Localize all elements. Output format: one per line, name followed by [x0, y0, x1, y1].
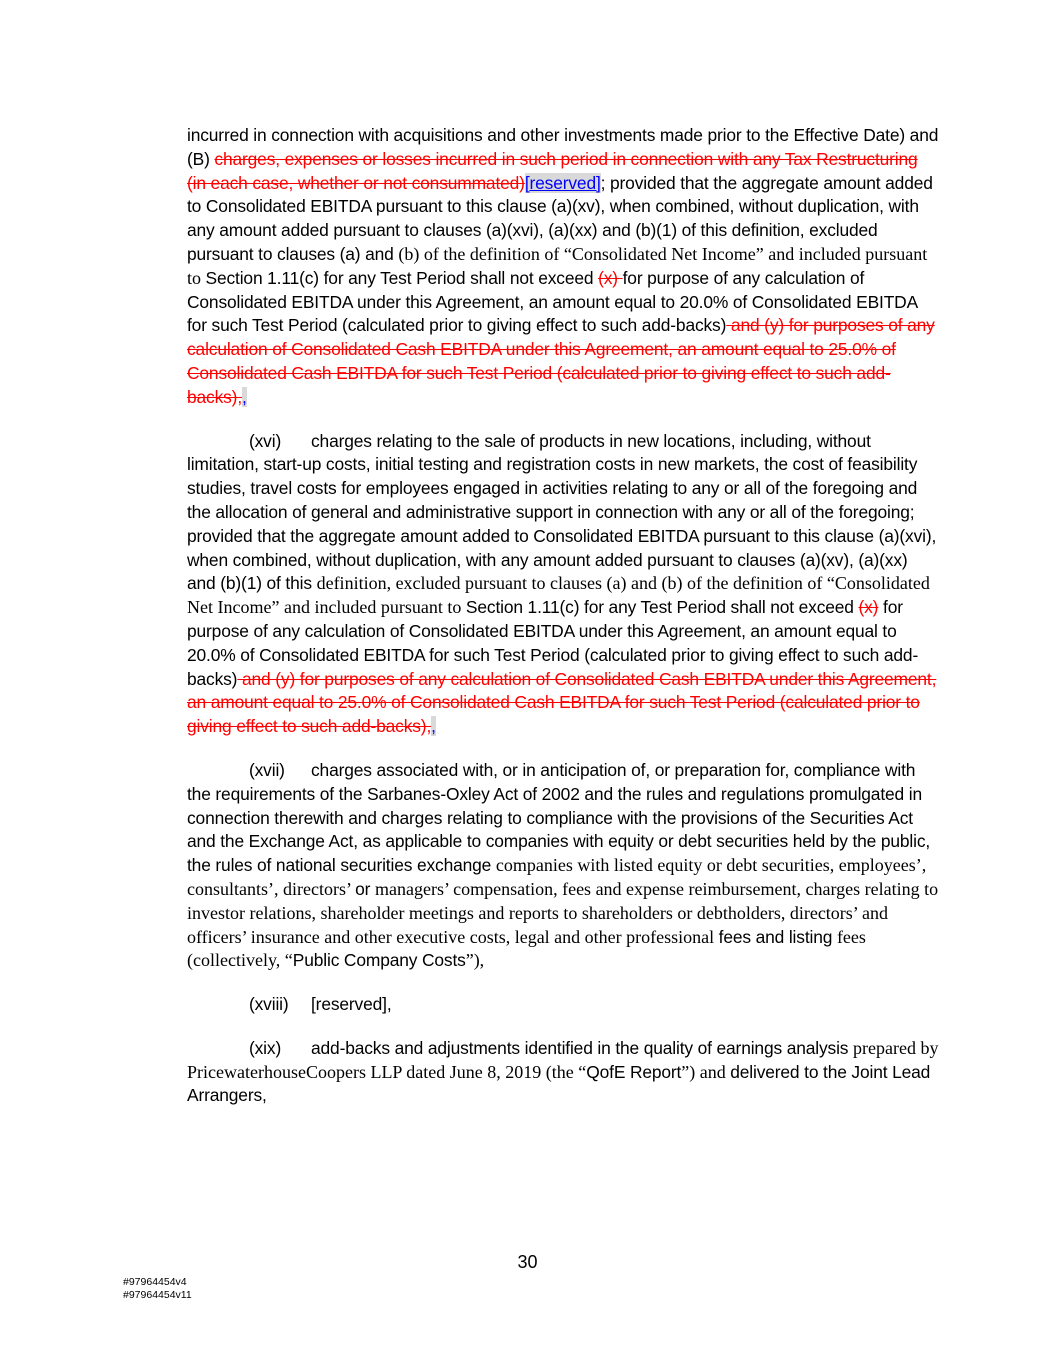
page-number: 30 — [517, 1252, 538, 1272]
text-run: for purpose of any calculation of Consolidated EBITDA under this Agreement, an amount equal to 20.0% of Consolidated EBITDA for such Test Period (calculated prior to giving effect to such add-backs) — [187, 267, 918, 336]
text-run: add-backs and adjustments identified in the quality of earnings analysis — [311, 1037, 854, 1058]
text-run: [reserved], — [311, 994, 392, 1015]
paragraph-xvi — [187, 430, 939, 739]
text-run: ”), — [465, 950, 485, 971]
clause-label: (xvi) — [249, 430, 282, 451]
inserted-text: [reserved] — [524, 172, 601, 193]
document-body — [187, 124, 939, 1128]
deleted-text: (x) — [858, 597, 879, 618]
text-run: charges relating to the sale of products in new locations, including, without limitation, start-up costs, initial testing and registration costs in new markets, the cost of feasibility studies, travel costs for employees engaged in activities relating to any or all of the foregoing and the allocation of general and administrative support in connection with any or all of the foregoing; provided that the aggregate amount added to Consolidated EBITDA pursuant to this clause (a)(xvi), when combined, without duplication, with any amount added pursuant to clauses (a)(xv), (a)(xx) and (b)(1) of this — [187, 430, 937, 594]
clause-label: (xviii) — [249, 994, 289, 1015]
text-run: charges associated with, or in anticipation of, or preparation for, compliance with the requirements of the Sarbanes-Oxley Act of 2002 and the rules and regulations promulgated in connection therewith and charges relating to compliance with the provisions of the Securities Act and the Exchange Act, as applicable to companies with equity or debt securities held by the public, the rules of national securities exchange — [187, 759, 931, 876]
defined-term: Public Company Costs — [292, 950, 466, 971]
text-run: or — [355, 878, 375, 899]
text-run: ; provided that the aggregate amount added to Consolidated EBITDA pursuant to this clause (a)(xv), when combined, without duplication, with any amount added pursuant to clauses (a)(xvi), (a)(xx) and (b)(1) of this definition, excluded pursuant to clauses (a) and — [187, 172, 933, 264]
doc-id: #97964454v4 — [123, 1276, 187, 1288]
paragraph-xvii — [187, 759, 939, 973]
paragraph-xv-continued — [187, 124, 939, 410]
doc-id: #97964454v11 — [123, 1289, 192, 1301]
text-run: companies with listed equity or debt securities, employees’, consultants’, directors’ — [187, 855, 927, 899]
text-run: ”) and — [681, 1061, 731, 1082]
text-run: prepared by PricewaterhouseCoopers LLP dated June 8, 2019 (the “ — [187, 1037, 939, 1082]
document-identifiers — [123, 1276, 192, 1302]
clause-label: (xix) — [249, 1037, 282, 1058]
deleted-text: and (y) for purposes of any calculation of Consolidated Cash EBITDA under this Agreement, an amount equal to 25.0% of Consolidated Cash EBITDA for such Test Period (calculated prior to giving effect to such add-backs), — [187, 668, 937, 737]
paragraph-xviii — [187, 993, 939, 1017]
text-run: Section 1.11(c) for any Test Period shall not exceed — [205, 267, 599, 288]
text-run: definition, excluded pursuant to clauses (a) and (b) of the definition of “Consolidated Net Income” and included pursuant to — [187, 573, 930, 618]
text-run: delivered to the Joint Lead Arrangers, — [187, 1061, 931, 1106]
text-run: Section 1.11(c) for any Test Period shall not exceed — [465, 597, 859, 618]
deleted-text: (x) — [598, 267, 623, 288]
text-run: fees (collectively, “ — [187, 926, 866, 971]
text-run: for purpose of any calculation of Consolidated EBITDA under this Agreement, an amount equal to 20.0% of Consolidated EBITDA for such Test Period (calculated prior to giving effect to such add-backs) — [187, 597, 919, 689]
text-run: managers’ compensation, fees and expense reimbursement, charges relating to investor relations, shareholder meetings and reports to shareholders or debtholders, directors’ and officers’ insurance and other executive costs, legal and other professional — [187, 878, 939, 947]
inserted-text: , — [431, 716, 436, 737]
defined-term: QofE Report — [586, 1061, 682, 1082]
text-run: incurred in connection with acquisitions and other investments made prior to the Effective Date) and (B) — [187, 125, 939, 169]
text-run: fees and listing — [718, 926, 837, 947]
deleted-text: charges, expenses or losses incurred in such period in connection with any Tax Restructuring (in each case, whether or not consummated) — [187, 148, 918, 193]
clause-label: (xvii) — [249, 759, 285, 780]
inserted-text: , — [242, 386, 247, 407]
deleted-text: and (y) for purposes of any calculation of Consolidated Cash EBITDA under this Agreement, an amount equal to 25.0% of Consolidated Cash EBITDA for such Test Period (calculated prior to giving effect to such add-backs), — [187, 315, 935, 407]
text-run: (b) of the definition of “Consolidated Net Income” and included pursuant to — [187, 243, 928, 288]
paragraph-xix — [187, 1037, 939, 1108]
